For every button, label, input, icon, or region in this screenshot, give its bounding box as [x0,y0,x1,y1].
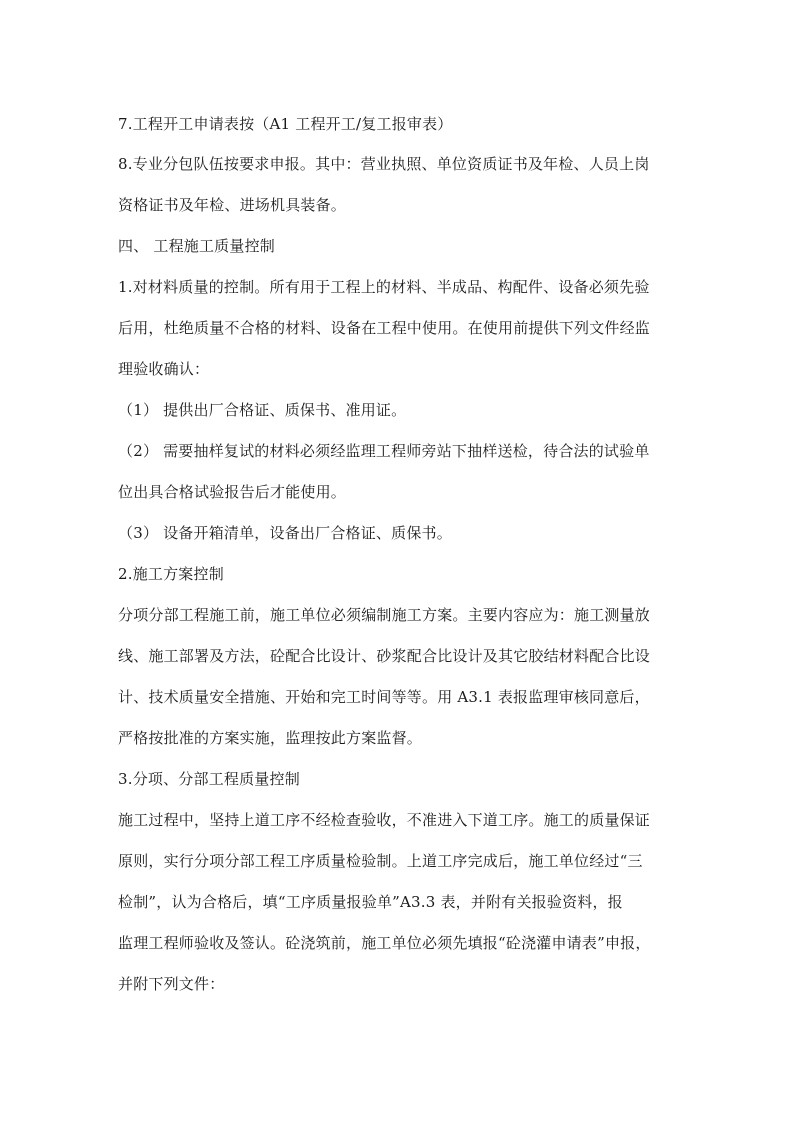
text-line-11: （3） 设备开箱清单，设备出厂合格证、质保书。 [118,524,452,542]
text-line-3: 资格证书及年检、进场机具装备。 [118,196,347,214]
text-line-18: 施工过程中，坚持上道工序不经检查验收，不准进入下道工序。施工的质量保证 [118,811,651,829]
text-line-1: 7.工程开工申请表按（A1 工程开工/复工报审表） [118,115,453,133]
text-line-5: 1.对材料质量的控制。所有用于工程上的材料、半成品、构配件、设备必须先验 [118,278,650,296]
subheading-17: 3.分项、分部工程质量控制 [118,770,300,788]
text-line-21: 监理工程师验收及签认。砼浇筑前，施工单位必须先填报“砼浇灌申请表”申报， [118,934,651,952]
text-line-13: 分项分部工程施工前，施工单位必须编制施工方案。主要内容应为：施工测量放 [118,606,651,624]
text-line-7: 理验收确认： [118,360,210,378]
text-line-20: 检制”，认为合格后，填“工序质量报验单”A3.3 表，并附有关报验资料，报 [118,893,623,911]
text-line-10: 位出具合格试验报告后才能使用。 [118,483,347,501]
text-line-22: 并附下列文件： [118,975,225,993]
text-line-16: 严格按批准的方案实施，监理按此方案监督。 [118,729,423,747]
text-line-8: （1） 提供出厂合格证、质保书、准用证。 [118,401,407,419]
text-line-19: 原则，实行分项分部工程工序质量检验制。上道工序完成后，施工单位经过“三 [118,852,643,870]
text-line-9: （2） 需要抽样复试的材料必须经监理工程师旁站下抽样送检，待合法的试验单 [118,442,650,460]
text-line-14: 线、施工部署及方法，砼配合比设计、砂浆配合比设计及其它胶结材料配合比设 [118,647,651,665]
text-line-15: 计、技术质量安全措施、开始和完工时间等等。用 A3.1 表报监理审核同意后， [118,688,650,706]
text-line-6: 后用，杜绝质量不合格的材料、设备在工程中使用。在使用前提供下列文件经监 [118,319,651,337]
text-line-2: 8.专业分包队伍按要求申报。其中：营业执照、单位资质证书及年检、人员上岗 [118,155,650,173]
subheading-12: 2.施工方案控制 [118,565,224,583]
section-heading-4: 四、 工程施工质量控制 [118,237,275,255]
